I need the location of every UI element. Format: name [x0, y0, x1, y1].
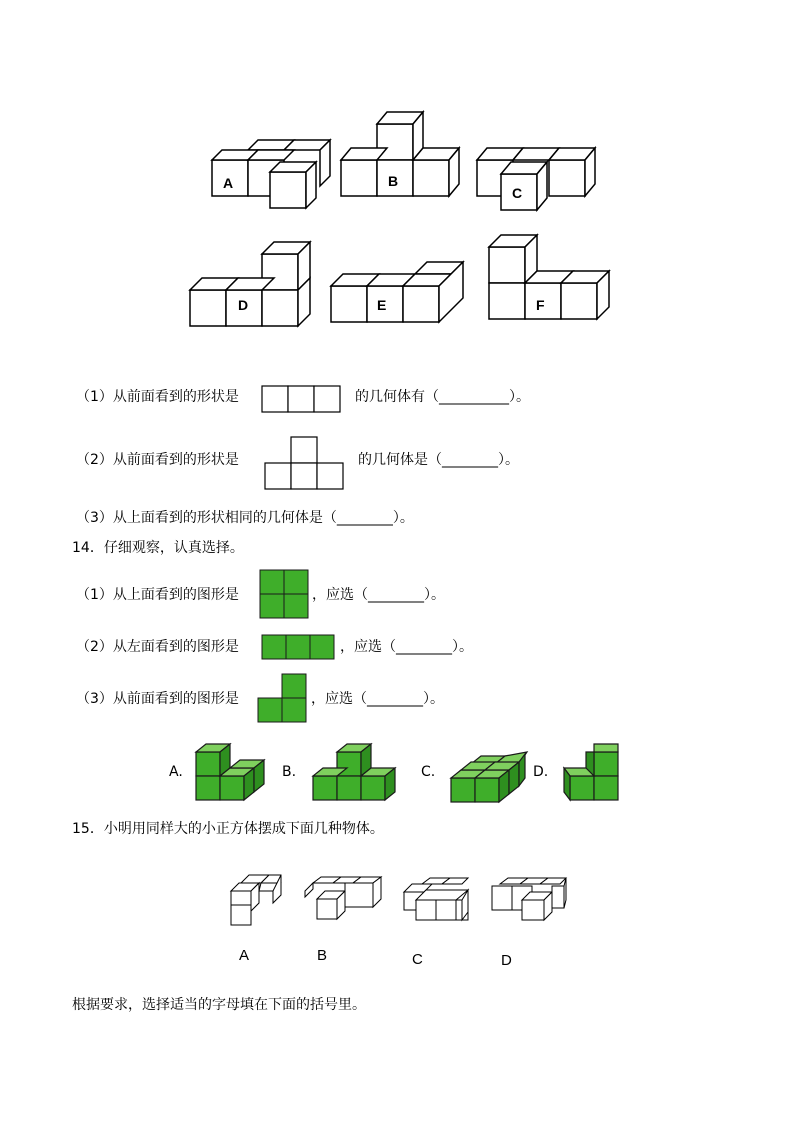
- q15-figure-a: [229, 873, 285, 929]
- q14-line-3: [76, 689, 239, 709]
- option-d-label: D.: [533, 764, 549, 780]
- q15-instruction: 根据要求，选择适当的字母填在下面的括号里。: [72, 997, 366, 1013]
- option-d-figure: [560, 740, 624, 806]
- figure-b-label: B: [388, 173, 399, 189]
- q13-2-after: 的几何体是（________）。: [358, 452, 519, 468]
- figure-d-label: D: [238, 297, 249, 313]
- figure-e-label: E: [377, 297, 387, 313]
- q14-1-num: （1）: [76, 587, 113, 603]
- q14-3-after: ，应选（________）。: [311, 691, 444, 707]
- q14-3-num: （3）: [76, 691, 113, 707]
- q13-1-num: （1）: [76, 389, 113, 405]
- q13-1-after: 的几何体有（__________）。: [355, 389, 530, 405]
- option-a-figure: [194, 740, 266, 806]
- three-squares-front-view: [261, 385, 343, 413]
- q14-1-after: ，应选（________）。: [312, 587, 445, 603]
- figure-a-label: A: [223, 175, 234, 191]
- figure-f: [487, 233, 617, 325]
- q14-2-before: 从左面看到的图形是: [112, 639, 239, 655]
- q13-1-before: 从前面看到的形状是: [112, 389, 239, 405]
- option-b-figure: [311, 740, 397, 806]
- figure-c-label: C: [512, 185, 523, 201]
- option-b-label: B.: [282, 764, 297, 780]
- q13-line-2: [76, 450, 239, 470]
- q15-figure-b: [303, 875, 383, 921]
- q15-label-a: A: [239, 947, 250, 964]
- t-shape-front-view: [263, 436, 347, 492]
- q15-figure-c: [402, 876, 476, 922]
- q15-label-d: D: [501, 952, 512, 969]
- q14-line-2: [76, 637, 239, 657]
- green-2x2-top-view: [259, 569, 311, 621]
- figure-d: [188, 238, 318, 330]
- q15-label-b: B: [317, 947, 328, 964]
- q13-line-3: [76, 508, 414, 528]
- q15-title: 15．小明用同样大的小正方体摆成下面几种物体。: [72, 821, 384, 837]
- figure-c: [476, 146, 606, 216]
- option-a-label: A.: [169, 764, 183, 780]
- option-c-label: C.: [421, 764, 436, 780]
- q14-1-before: 从上面看到的图形是: [112, 587, 239, 603]
- figure-f-label: F: [536, 297, 545, 313]
- q13-line-1: [76, 387, 239, 407]
- q14-2-after: ，应选（________）。: [340, 639, 473, 655]
- q13-2-before: 从前面看到的形状是: [112, 452, 239, 468]
- green-3x1-left-view: [261, 634, 339, 662]
- q15-label-c: C: [412, 951, 423, 968]
- q13-2-num: （2）: [76, 452, 113, 468]
- figure-b: [340, 110, 470, 200]
- q15-figure-d: [490, 876, 570, 922]
- q13-3-text: 从上面看到的形状相同的几何体是（________）。: [112, 510, 414, 526]
- figure-e: [329, 260, 469, 330]
- q13-3-num: （3）: [76, 510, 113, 526]
- q14-3-before: 从前面看到的图形是: [112, 691, 239, 707]
- q14-line-1: [76, 585, 239, 605]
- q14-2-num: （2）: [76, 639, 113, 655]
- q14-title: 14．仔细观察，认真选择。: [72, 540, 244, 556]
- option-c-figure: [449, 750, 529, 806]
- green-l-front-view: [257, 673, 309, 725]
